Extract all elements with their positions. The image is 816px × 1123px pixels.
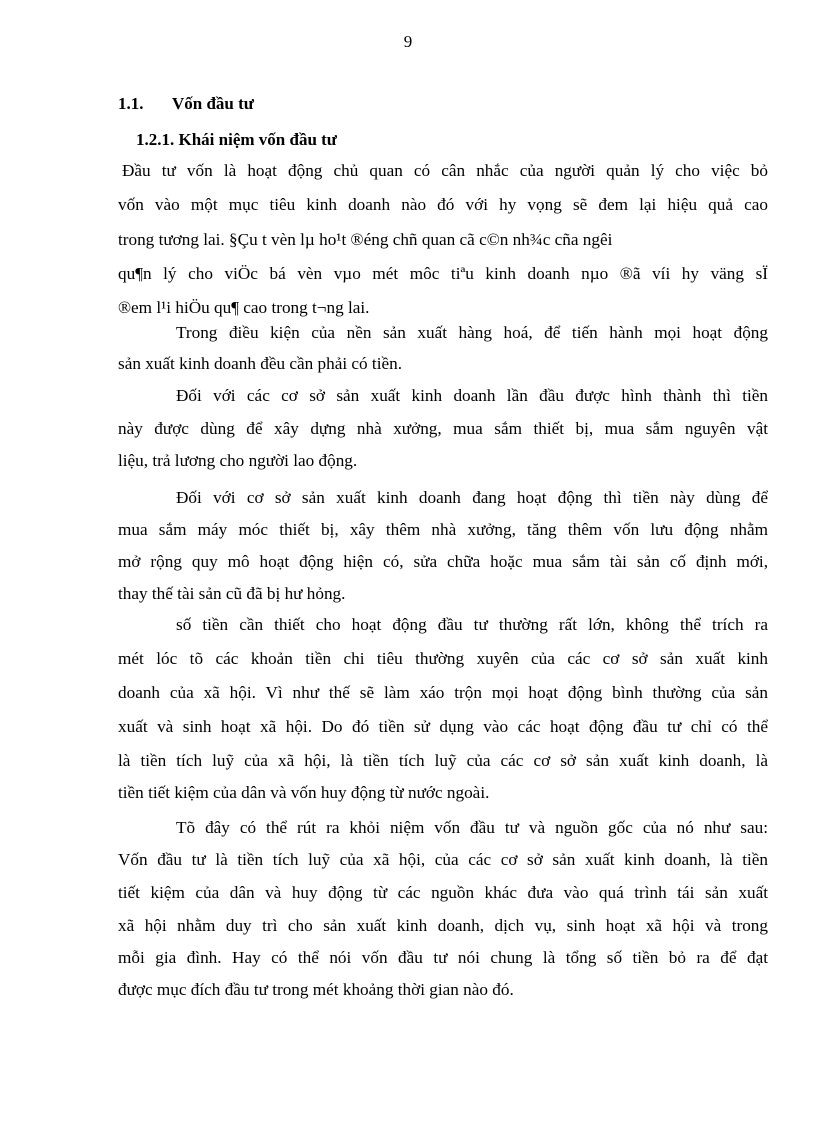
text-line: số tiền cần thiết cho hoạt động đầu tư thường rất lớn, không thể trích ra xyxy=(176,615,768,634)
text-line: mua sắm máy móc thiết bị, xây thêm nhà xưởng, tăng thêm vốn lưu động nhằm xyxy=(118,520,768,539)
text-line: trong tương lai. §Çu t vèn lµ ho¹t ®éng chñ quan cã c©n nh¾c cña ngêi xyxy=(118,230,613,249)
section-title: Vốn đầu tư xyxy=(172,94,255,113)
page-number: 9 xyxy=(403,32,413,51)
text-line: là tiền tích luỹ của xã hội, là tiền tích luỹ của các cơ sở sản xuất kinh doanh, là xyxy=(118,751,768,770)
subsection-number: 1.2.1. xyxy=(136,130,175,149)
section-number: 1.1. xyxy=(118,94,144,113)
text-line: tiết kiệm của dân và huy động từ các nguồn khác đưa vào quá trình tái sản xuất xyxy=(118,883,768,902)
text-line: mét lóc tõ các khoản tiền chi tiêu thường xuyên của các cơ sở sản xuất kinh xyxy=(118,649,768,668)
text-line: Đối với các cơ sở sản xuất kinh doanh lần đầu được hình thành thì tiền xyxy=(176,386,768,405)
text-line: Đối với cơ sở sản xuất kinh doanh đang hoạt động thì tiền này dùng để xyxy=(176,488,768,507)
subsection-title: Khái niệm vốn đầu tư xyxy=(178,130,338,149)
text-line: ®em l¹i hiÖu qu¶ cao trong t¬ng lai. xyxy=(118,298,370,317)
text-line: Trong điều kiện của nền sản xuất hàng hoá, để tiến hành mọi hoạt động xyxy=(176,323,768,342)
text-line: được mục đích đầu tư trong mét khoảng thời gian nào đó. xyxy=(118,980,514,999)
text-line: vốn vào một mục tiêu kinh doanh nào đó với hy vọng sẽ đem lại hiệu quả cao xyxy=(118,195,768,214)
subsection-heading xyxy=(136,130,337,150)
text-line: liệu, trả lương cho người lao động. xyxy=(118,451,358,470)
text-line: Vốn đầu tư là tiền tích luỹ của xã hội, của các cơ sở sản xuất kinh doanh, là tiền xyxy=(118,850,768,869)
text-line: sản xuất kinh doanh đều cần phải có tiền. xyxy=(118,354,402,373)
text-line: doanh của xã hội. Vì như thế sẽ làm xáo trộn mọi hoạt động bình thường của sản xyxy=(118,683,768,702)
text-line: này được dùng để xây dựng nhà xưởng, mua sắm thiết bị, mua sắm nguyên vật xyxy=(118,419,768,438)
text-line: mỗi gia đình. Hay có thể nói vốn đầu tư nói chung là tổng số tiền bỏ ra để đạt xyxy=(118,948,768,967)
text-line: xuất và sinh hoạt xã hội. Do đó tiền sử dụng vào các hoạt động đầu tư chỉ có thể xyxy=(118,717,768,736)
text-line: xã hội nhằm duy trì cho sản xuất kinh doanh, dịch vụ, sinh hoạt xã hội và trong xyxy=(118,916,768,935)
text-line: qu¶n lý cho viÖc bá vèn vµo mét môc tiªu kinh doanh nµo ®ã víi hy väng sÏ xyxy=(118,264,768,283)
text-line: mở rộng quy mô hoạt động hiện có, sửa chữa hoặc mua sắm tài sản cố định mới, xyxy=(118,552,768,571)
text-line: Tõ đây có thể rút ra khỏi niệm vốn đầu tư và nguồn gốc của nó như sau: xyxy=(176,818,768,837)
text-line: thay thế tài sản cũ đã bị hư hỏng. xyxy=(118,584,346,603)
text-line: Đầu tư vốn là hoạt động chủ quan có cân nhắc của người quản lý cho việc bỏ xyxy=(122,161,768,180)
section-heading xyxy=(118,94,254,114)
text-line: tiền tiết kiệm của dân và vốn huy động từ nước ngoài. xyxy=(118,783,490,802)
